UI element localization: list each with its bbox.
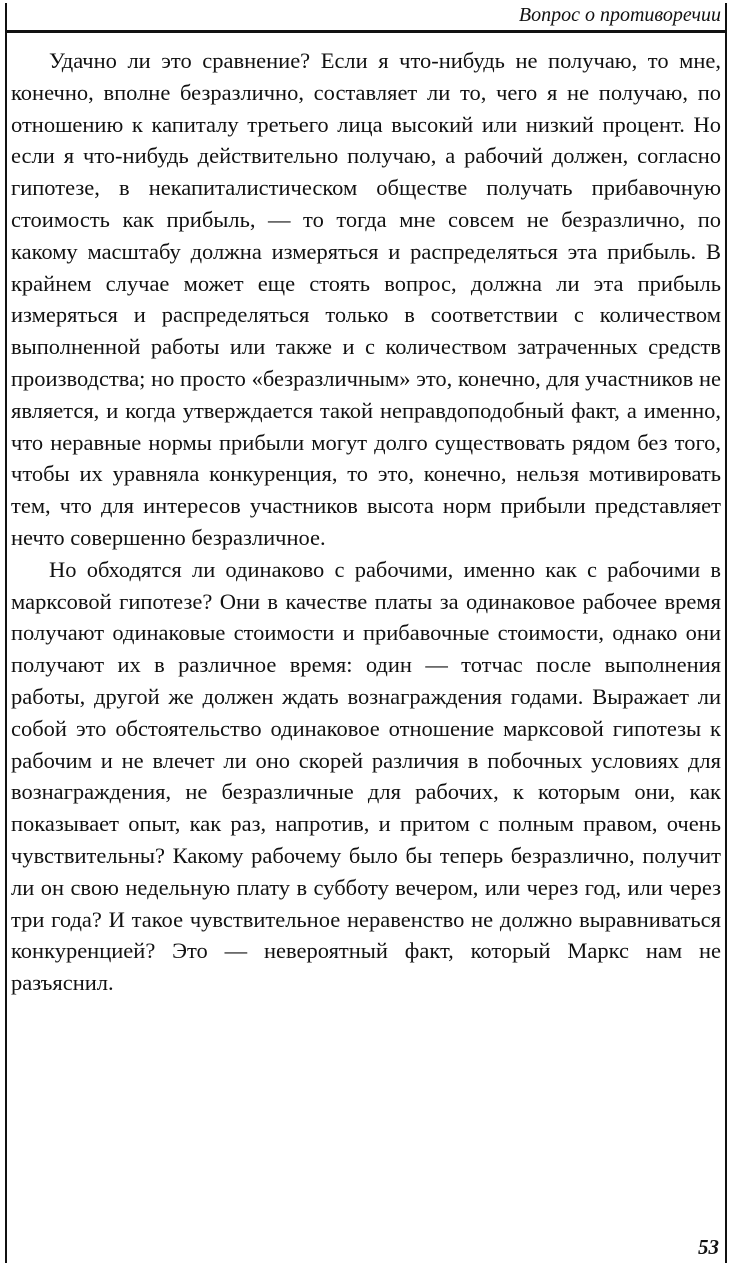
running-head-title: Вопрос о противоречии <box>518 4 721 26</box>
body-text <box>11 45 721 999</box>
page-number: 53 <box>698 1235 719 1259</box>
header-rule <box>7 30 725 33</box>
paragraph-1: Удачно ли это сравнение? Если я что-нибудь не получаю, то мне, конечно, вполне безразлично, составляет ли то, чего я не получаю, по отношению к капиталу третьего лица высокий или низкий процент. Но если я что-нибудь действительно получаю, а рабочий должен, согласно гипотезе, в некапиталистическом обществе получать прибавочную стоимость как прибыль, — то тогда мне совсем не безразлично, по какому масштабу должна измеряться и распределяться эта прибыль. В крайнем случае может еще стоять вопрос, должна ли эта прибыль измеряться и распределяться только в соответствии с количеством выполненной работы или также и с количеством затраченных средств производства; но просто «безразличным» это, конечно, для участников не является, и когда утверждается такой неправдоподобный факт, а именно, что неравные нормы прибыли могут долго существовать рядом без того, чтобы их уравняла конкуренция, то это, конечно, нельзя мотивировать тем, что для интересов участников высота норм прибыли представляет нечто совершенно безразличное. <box>11 48 721 550</box>
book-page <box>5 3 727 1263</box>
paragraph-2: Но обходятся ли одинаково с рабочими, именно как с рабочими в марксовой гипотезе? Они в качестве платы за одинаковое рабочее время получают одинаковые стоимости и прибавочные стоимости, однако они получают их в различное время: один — тотчас после выполнения работы, другой же должен ждать вознаграждения годами. Выражает ли собой это обстоятельство одинаковое отношение марксовой гипотезы к рабочим и не влечет ли оно скорей различия в побочных условиях для вознаграждения, не безразличные для рабочих, к которым они, как показывает опыт, как раз, напротив, и притом с полным правом, очень чувствительны? Какому рабочему было бы теперь безразлично, получит ли он свою недельную плату в субботу вечером, или через год, или через три года? И такое чувствительное неравенство не должно выравниваться конкуренцией? Это — невероятный факт, который Маркс нам не разъяснил. <box>11 556 721 996</box>
